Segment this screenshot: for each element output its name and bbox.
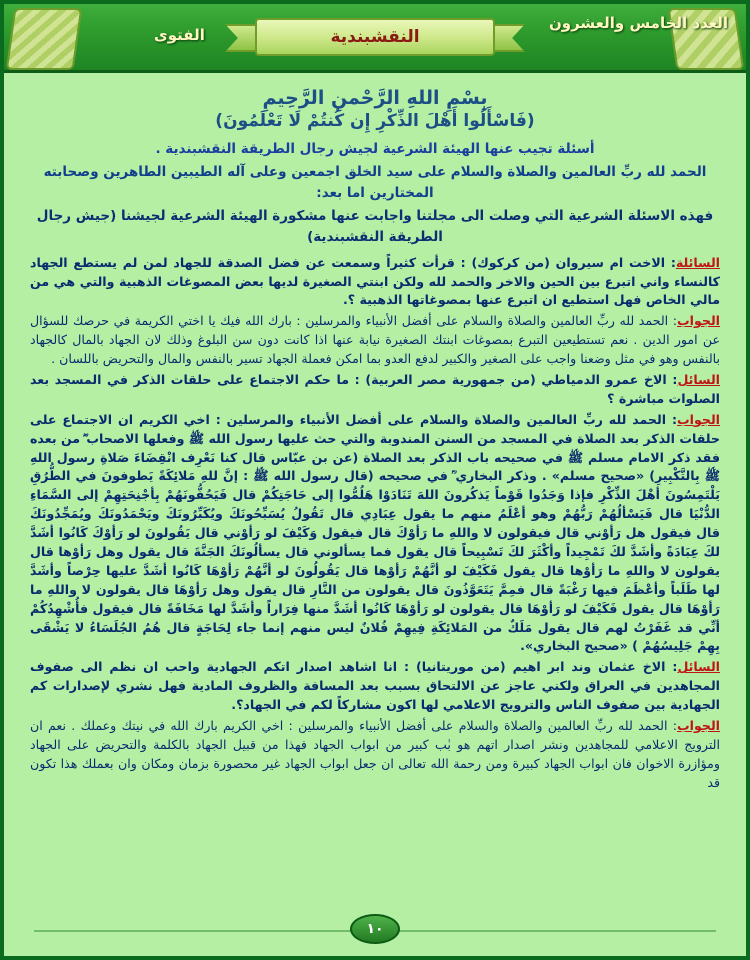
qa-item xyxy=(30,254,720,311)
qa-item xyxy=(30,371,720,409)
question-label: السائل xyxy=(677,659,720,675)
intro-line-1: أسئلة تجيب عنها الهيئة الشرعية لجيش رجال الطريقة النقشبندية . xyxy=(155,141,595,157)
answer-text: : الحمد لله ربِّ العالمين والصلاة والسلام على أفضل الأنبياء والمرسلين : بارك الله فيك يا اختي الكريمة في حرصك للسؤال عن امور الدين . نعم تستطيعين التبرع بمصوغات ابنتك الصغيرة نيابة عنها اذا كانت دون سن البلوغ وذلك لان الجهاد بالمال كالجهاد بالنفس وهو في مثل وضعنا واجب على الصغير والكبير لدفع العدو بما امكن فعملة الجهاد تسير بالنفس والمال والتحريض باللسان . xyxy=(30,313,720,367)
qa-item xyxy=(30,658,720,715)
qa-answer xyxy=(30,411,720,657)
qa-answer xyxy=(30,312,720,369)
question-text: : الاخ عثمان وند ابر اهيم (من موريتانيا) : انا اشاهد اصدار اتكم الجهادية واحب ان نظم الى صفوف المجاهدين في العراق ولكني عاجز عن الالتحاق بسبب بعد المسافة والظروف المادية فهل نشري لإصدارات كم الجهادية بين صفوف الناس والترويج الاعلامي لها اكون مشاركاً لكم في الجهاد؟. xyxy=(30,659,720,713)
intro-line-3: فهذه الاسئلة الشرعية التي وصلت الى مجلتنا واجابت عنها مشكورة الهيئة الشرعية لجيشنا (جيش رجال الطريقة النقشبندية) xyxy=(36,207,714,245)
question-text: : الاخت ام سيروان (من كركوك) : قرأت كثيراً وسمعت عن فضل الصدقة للجهاد لمن لم يستطع الجهاد كالنساء واني اتبرع بين الحين والاخر والحمد لله ولكن ابنتي الصغيرة لديها بعض المصوغات الذهبية والتي هي من مالي الخاص فهل استطيع ان اتبرع عنها بمصوغاتها الذهبية ؟. xyxy=(30,254,720,308)
qa-answer xyxy=(30,717,720,793)
banner-ornament-left xyxy=(6,8,83,70)
magazine-title: النقشبندية xyxy=(330,27,420,47)
page-banner xyxy=(4,4,746,73)
answer-label: الجواب xyxy=(677,717,720,733)
question-label: السائل xyxy=(677,371,720,387)
ribbon-body xyxy=(255,18,495,56)
quran-verse: (فَاسْأَلُوا أَهْلَ الذِّكْرِ إِن كُنتُمْ لَا تَعْلَمُونَ) xyxy=(215,111,535,131)
basmala: بِسْمِ اللهِ الرَّحْمنِ الرَّحِيمِ xyxy=(262,87,488,109)
banner-ribbon xyxy=(225,12,525,58)
answer-text: : الحمد لله ربِّ العالمين والصلاة والسلام على أفضل الأنبياء والمرسلين : اخي الكريم بارك الله في نيتك وعملك . نعم ان الترويج الاعلامي للمجاهدين ونشر اصدار اتهم هو بٰب كبير من ابواب الجهاد فهذا من قبيل الجهاد بالكلمة والتحريض على الجهاد ومؤازرة الاخوان فان ابواب الجهاد كبيرة ومن رحمة الله تعالى ان جعل ابواب الجهاد غير محصورة بزمان ومكان وان بعملك هذا تكون قد xyxy=(30,717,720,790)
question-text: : الاخ عمرو الدمياطي (من جمهورية مصر العربية) : ما حكم الاجتماع على حلقات الذكر في المسجد بعد الصلوات مباشرة ؟ xyxy=(30,371,720,406)
page-number: ١٠ xyxy=(350,914,400,944)
page-content xyxy=(4,73,746,793)
intro-line-2: الحمد لله ربِّ العالمين والصلاة والسلام على سيد الخلق اجمعين وعلى آله الطيبين الطاهرين وصحابته المختارين اما بعد: xyxy=(43,163,707,201)
section-label: الفتوى xyxy=(154,26,205,44)
answer-label: الجواب xyxy=(677,411,720,427)
issue-number: العدد الخامس والعشرون xyxy=(548,14,728,32)
answer-text: : الحمد لله ربِّ العالمين والصلاة والسلام على أفضل الأنبياء والمرسلين : اخي الكريم ان الاجتماع على حلقات الذكر بعد الصلاة في المسجد من السنن المندوبة والتي حث عليها رسول الله ﷺ وفعلها الاصحاب ؓ من بعده فقد ذكر الامام مسلم ﷺ في صحيحه باب الذكر بعد الصلاة (عن بن عبّاس قال كنا نَعْرِف انْقِضَاءَ صَلاةِ رسول اللهِ ﷺ بِالتَّكْبِيرِ) «صحيح مسلم» . وذكر البخاري ؒ في صحيحه (قال رسول الله ﷺ : إنَّ للهِ مَلائِكَةً يَطوفونَ في الطُّرُقِ يَلْتَمِسُونَ أهْلَ الذِّكْرِ فإذا وَجَدُوا قَوْماً يَذكُرونَ اللهَ تَنَادَوْا هَلُمُّوا إلى حَاجَتِكُمْ قال فَيَحُفُّونَهُمْ بِأجْنِحَتِهِمْ إلى السَّمَاءِ الدُّنْيَا قال فَيَسْألُهُمْ رَبُّهُمْ وهو أعْلَمُ منهم ما يقول عِبَادِي قال تَقُولُ يُسَبِّحُونَكَ ويُكَبِّرُونَكَ ويَحْمَدُونَكَ ويُمَجِّدُونَكَ قال فيقول هل رَأوْني قال فيقولون لا واللهِ ما رَأوْكَ قال فيقول وَكَيْفَ لو رَأوْني قال يَقُولونَ لو رَأوْكَ كَانُوا أشَدَّ لكَ عِبَادَةً وأشَدَّ لكَ تَمْجِيداً وأكْثَرَ لكَ تَسْبِيحاً قال يقول فما يسألوني قال يسألُونَكَ الجَنَّةَ قال يقول وهل رَأوْها قال يقولون لا واللهِ ما رَأوْها قال يقول فَكَيْفَ لو أنَّهُمْ رَأوْها قال يَقُولُونَ لو أنَّهُمْ رَأوْهَا كَانُوا أشَدَّ عليها حِرْصاً وأشَدَّ لها طَلَباً وأعْظَمَ فيها رَغْبَةً قال فمِمَّ يَتَعَوَّذُونَ قال يقولون من النَّارِ قال يقول وهل رَأوْهَا قال يقولون لا واللهِ ما رَأوْهَا قال يقول فَكَيْفَ لو رَأوْهَا قال يقولون لو رَأوْهَا كَانُوا أشَدَّ منها فِرَاراً وأشَدَّ لها مَخَافَةً قال فيقول فأُشْهِدُكُمْ أنِّي قد غَفَرْتُ لهم قال يقول مَلَكٌ من المَلائِكَةِ فِيهِمْ فُلانٌ ليس منهم إنما جاء لِحَاجَةٍ قال هُمُ الجُلَسَاءُ لا يَشْقَى بِهِمْ جَلِيسُهُمْ ) «صحيح البخاري». xyxy=(30,411,720,654)
question-label: السائلة xyxy=(675,254,720,270)
answer-label: الجواب xyxy=(677,313,720,329)
